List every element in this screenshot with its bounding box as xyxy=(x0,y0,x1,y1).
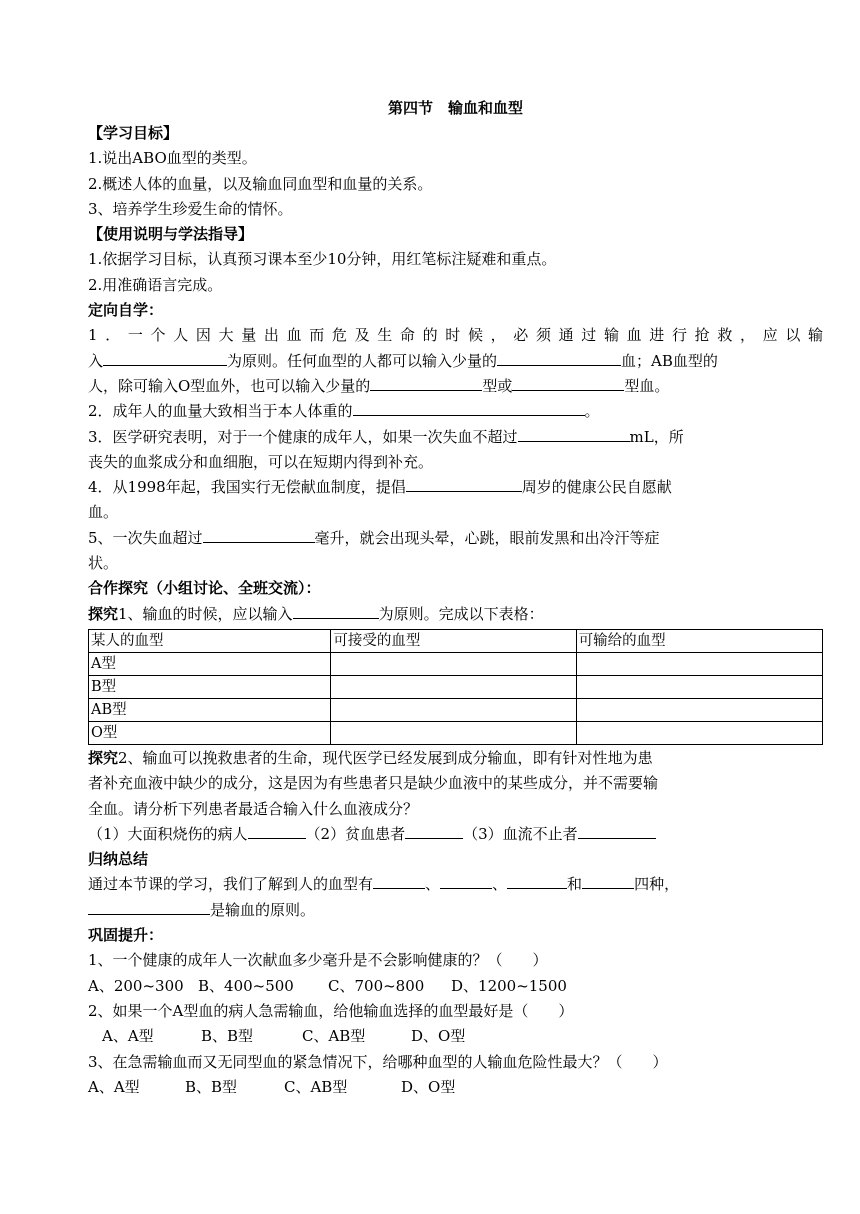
usage-item: 1.依据学习目标，认真预习课本至少10分钟，用红笔标注疑难和重点。 xyxy=(88,250,557,269)
table-header-row xyxy=(89,629,823,652)
blank-field[interactable] xyxy=(203,528,315,543)
blank-field[interactable] xyxy=(248,824,306,839)
goal-item: 2.概述人体的血量，以及输血同血型和血量的关系。 xyxy=(88,174,433,193)
q1-line1: 1．一个人因大量出血而危及生命的时候，必须通过输血进行抢救，应以输 xyxy=(88,326,823,345)
table-cell-blank[interactable] xyxy=(576,675,822,698)
table-cell: O型 xyxy=(89,721,331,744)
q4-line1 xyxy=(88,475,823,500)
summary-text: 通过本节课的学习，我们了解到人的血型有 xyxy=(88,875,374,894)
self-study-heading: 定向自学： xyxy=(88,301,164,320)
q1-line2 xyxy=(88,349,823,374)
q5-line2: 状。 xyxy=(88,554,119,573)
table-header: 某人的血型 xyxy=(89,629,331,652)
mc-option[interactable]: B、B型 xyxy=(201,1027,254,1046)
explore2-questions xyxy=(88,822,823,847)
table-row xyxy=(89,698,823,721)
blank-field[interactable] xyxy=(88,900,210,915)
page-title: 第四节 输血和血型 xyxy=(387,99,523,117)
explore1-text: 为原则。完成以下表格： xyxy=(378,604,544,623)
q5-text: 毫升，就会出现头晕，心跳，眼前发黑和出冷汗等症 xyxy=(314,528,660,547)
mc-question: 3、在急需输血而又无同型血的紧急情况下，给哪种血型的人输血危险性最大？（ ） xyxy=(88,1052,668,1071)
blank-field[interactable] xyxy=(518,427,630,442)
usage-item: 2.用准确语言完成。 xyxy=(88,275,223,294)
table-cell-blank[interactable] xyxy=(576,698,822,721)
document-page xyxy=(88,96,823,1100)
q1-text: 入 xyxy=(88,351,104,370)
blood-type-table xyxy=(88,629,823,745)
explore1-line xyxy=(88,602,823,627)
blank-field[interactable] xyxy=(512,376,624,391)
mc-option[interactable]: C、700~800 xyxy=(328,976,425,995)
mc-question: 1、一个健康的成年人一次献血多少毫升是不会影响健康的？（ ） xyxy=(88,951,548,970)
mc-option[interactable]: D、1200~1500 xyxy=(451,976,567,995)
table-cell: A型 xyxy=(89,652,331,675)
summary-text: 是输血的原则。 xyxy=(210,900,316,919)
summary-text: 和 xyxy=(567,875,583,894)
usage-heading: 【使用说明与学法指导】 xyxy=(88,225,254,244)
mc-options xyxy=(88,1024,823,1049)
consolidate-heading: 巩固提升： xyxy=(88,926,164,945)
q2-line xyxy=(88,399,823,424)
q1-line3 xyxy=(88,374,823,399)
blank-field[interactable] xyxy=(440,874,492,889)
table-row xyxy=(89,675,823,698)
coop-heading: 合作探究（小组讨论、全班交流）： xyxy=(88,579,321,598)
mc-options xyxy=(88,974,823,999)
summary-text: 、 xyxy=(425,875,441,894)
mc-option[interactable]: C、AB型 xyxy=(302,1027,366,1046)
explore2-line1 xyxy=(88,746,823,771)
table-cell-blank[interactable] xyxy=(576,652,822,675)
explore-label: 探究 xyxy=(88,748,119,767)
summary-text: 、 xyxy=(492,875,508,894)
q1-text: 型或 xyxy=(482,376,513,395)
q1-text: 型血。 xyxy=(624,376,670,395)
q5-text: 5、一次失血超过 xyxy=(88,528,203,547)
mc-option[interactable]: A、200~300 xyxy=(88,976,184,995)
explore-label: 探究 xyxy=(88,604,119,623)
mc-option[interactable]: D、O型 xyxy=(401,1077,456,1096)
goals-heading: 【学习目标】 xyxy=(88,124,179,142)
q3-line2: 丧失的血浆成分和血细胞，可以在短期内得到补充。 xyxy=(88,452,434,471)
blank-field[interactable] xyxy=(507,874,567,889)
explore2-text: 2、输血可以挽救患者的生命，现代医学已经发展到成分输血，即有针对性地为患 xyxy=(118,748,653,767)
table-cell: B型 xyxy=(89,675,331,698)
explore1-text: 1、输血的时候，应以输入 xyxy=(118,604,293,623)
explore2-line2: 者补充血液中缺少的成分，这是因为有些患者只是缺少血液中的某些成分，并不需要输 xyxy=(88,774,659,793)
mc-question: 2、如果一个A型血的病人急需输血，给他输血选择的血型最好是（ ） xyxy=(88,1001,574,1020)
goal-item: 1.说出ABO血型的类型。 xyxy=(88,149,257,168)
q3-line1 xyxy=(88,425,823,450)
goal-item: 3、培养学生珍爱生命的情怀。 xyxy=(88,199,293,218)
mc-option[interactable]: D、O型 xyxy=(411,1027,466,1046)
blank-field[interactable] xyxy=(405,824,463,839)
table-cell: AB型 xyxy=(89,698,331,721)
summary-heading: 归纳总结 xyxy=(88,850,149,869)
blank-field[interactable] xyxy=(497,351,621,366)
q1-text: 人，除可输入O型血外，也可以输入少量的 xyxy=(88,376,371,395)
q1-text: 血；AB血型的 xyxy=(621,351,718,370)
summary-text: 四种， xyxy=(634,875,680,894)
mc-option[interactable]: A、A型 xyxy=(102,1027,154,1046)
mc-option[interactable]: A、A型 xyxy=(88,1077,140,1096)
mc-option[interactable]: B、400~500 xyxy=(198,976,294,995)
q4-text: 周岁的健康公民自愿献 xyxy=(521,478,672,497)
blank-field[interactable] xyxy=(353,401,585,416)
explore2-q: （3）血流不止者 xyxy=(463,824,578,843)
table-cell-blank[interactable] xyxy=(331,721,576,744)
explore2-line3: 全血。请分析下列患者最适合输入什么血液成分？ xyxy=(88,799,419,818)
table-header: 可输给的血型 xyxy=(576,629,822,652)
table-row xyxy=(89,721,823,744)
table-cell-blank[interactable] xyxy=(331,675,576,698)
mc-option[interactable]: C、AB型 xyxy=(284,1077,348,1096)
mc-options xyxy=(88,1075,823,1100)
blank-field[interactable] xyxy=(103,351,227,366)
blank-field[interactable] xyxy=(373,874,425,889)
explore2-q: （2）贫血患者 xyxy=(305,824,406,843)
blank-field[interactable] xyxy=(578,824,656,839)
table-header: 可接受的血型 xyxy=(331,629,576,652)
q1-text: 为原则。任何血型的人都可以输入少量的 xyxy=(227,351,498,370)
q4-text: 4．从1998年起，我国实行无偿献血制度，提倡 xyxy=(88,478,406,497)
summary-line2 xyxy=(88,898,823,923)
mc-option[interactable]: B、B型 xyxy=(185,1077,238,1096)
blank-field[interactable] xyxy=(406,477,522,492)
explore2-q: （1）大面积烧伤的病人 xyxy=(88,824,248,843)
q3-text: mL，所 xyxy=(629,427,684,446)
table-row xyxy=(89,652,823,675)
q5-line1 xyxy=(88,526,823,551)
blank-field[interactable] xyxy=(293,604,379,619)
q2-text: 。 xyxy=(584,402,600,421)
blank-field[interactable] xyxy=(370,376,482,391)
table-cell-blank[interactable] xyxy=(331,698,576,721)
table-cell-blank[interactable] xyxy=(331,652,576,675)
blank-field[interactable] xyxy=(582,874,634,889)
table-cell-blank[interactable] xyxy=(576,721,822,744)
q3-text: 3．医学研究表明，对于一个健康的成年人，如果一次失血不超过 xyxy=(88,427,518,446)
q2-text: 2．成年人的血量大致相当于本人体重的 xyxy=(88,402,353,421)
q4-line2: 血。 xyxy=(88,503,119,522)
summary-line1 xyxy=(88,872,823,897)
